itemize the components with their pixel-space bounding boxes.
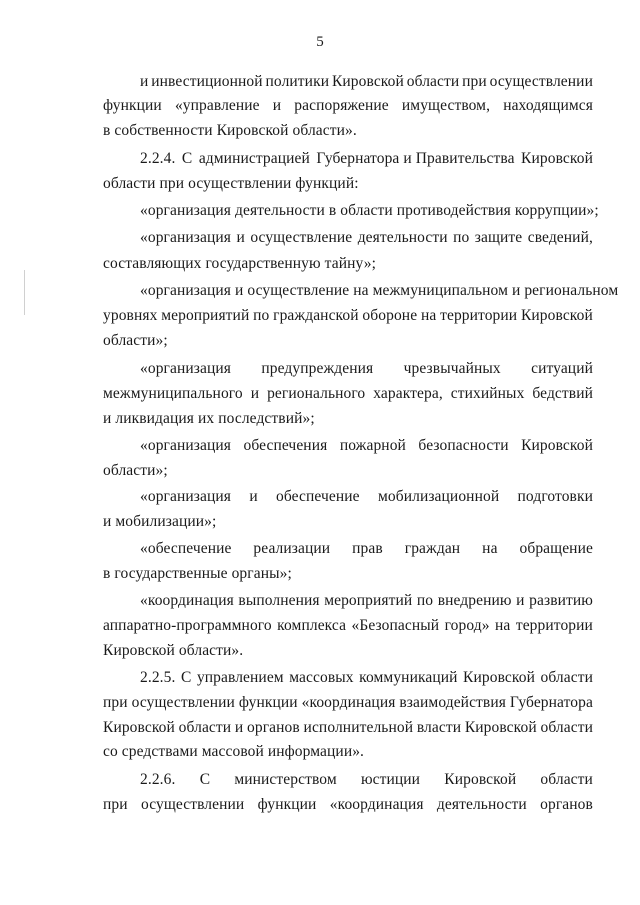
text-segment: Кировской <box>520 307 593 324</box>
text-segment: инвестиционной <box>151 73 263 90</box>
text-segment: пожарной <box>339 437 406 454</box>
text-segment: на <box>420 307 437 324</box>
text-segment: «Безопасный <box>351 617 440 634</box>
text-segment: и ликвидация их последствий»; <box>103 410 315 427</box>
text-line <box>140 769 593 791</box>
text-segment: Кировской <box>463 669 535 686</box>
text-segment: области <box>540 719 593 736</box>
text-segment: на <box>495 617 511 634</box>
text-segment: сведений, <box>527 229 593 246</box>
text-segment: и мобилизации»; <box>103 513 217 530</box>
text-segment: выполнения <box>238 592 320 609</box>
text-segment: политики <box>265 73 330 90</box>
text-segment: управлением <box>196 669 284 686</box>
text-line <box>103 615 593 637</box>
text-segment: межмуниципального <box>103 385 243 402</box>
text-segment: Кировской области». <box>103 642 244 659</box>
text-segment: безопасности <box>418 437 509 454</box>
text-line <box>103 640 243 662</box>
text-segment: Кировской <box>521 437 593 454</box>
text-segment: области»; <box>103 332 168 349</box>
text-segment: органов <box>247 719 300 736</box>
text-segment: находящимся <box>503 97 593 114</box>
text-segment: функции <box>257 796 317 813</box>
text-segment: развитию <box>529 592 593 609</box>
text-segment: защите <box>474 229 523 246</box>
text-segment: осуществление <box>250 229 353 246</box>
text-segment: и <box>250 385 260 402</box>
text-segment: на <box>482 540 498 557</box>
text-segment: «координация <box>301 694 396 711</box>
text-line <box>103 692 593 714</box>
text-segment: «организация <box>140 488 231 505</box>
text-segment: «организация <box>140 437 231 454</box>
text-segment: и <box>516 592 525 609</box>
text-line <box>103 120 357 142</box>
text-segment: «обеспечение <box>140 540 232 557</box>
text-line <box>140 590 593 612</box>
text-line <box>103 794 593 816</box>
text-segment: массовых <box>289 669 354 686</box>
text-segment: уровнях <box>103 307 158 324</box>
text-segment: внедрению <box>437 592 512 609</box>
text-segment: области»; <box>103 462 168 479</box>
text-line <box>140 486 593 508</box>
text-segment: и <box>140 73 149 90</box>
text-segment: бедствий <box>532 385 593 402</box>
text-segment: ситуаций <box>531 360 593 377</box>
text-segment: при <box>462 73 487 90</box>
text-segment: «организация <box>140 360 231 377</box>
text-segment: 2.2.4. <box>140 150 176 167</box>
text-line <box>103 408 315 430</box>
text-segment: власти <box>416 719 462 736</box>
text-segment: составляющих государственную тайну»; <box>103 255 377 272</box>
text-segment: и <box>249 488 258 505</box>
text-segment: мобилизационной <box>377 488 500 505</box>
text-segment: «координация <box>140 592 234 609</box>
text-segment: гражданской <box>273 307 359 324</box>
page-number: 5 <box>316 34 324 50</box>
text-segment: «организация деятельности в области противодействия коррупции»; <box>140 202 599 219</box>
text-line <box>103 330 168 352</box>
text-segment: Губернатора и Правительства <box>316 150 515 167</box>
text-segment: функции <box>103 97 162 114</box>
text-line <box>103 383 593 405</box>
text-segment: деятельности <box>357 229 448 246</box>
text-segment: «координация <box>329 796 424 813</box>
text-segment: обеспечения <box>243 437 328 454</box>
text-segment: Кировской <box>521 150 593 167</box>
text-segment: в собственности Кировской области». <box>103 122 357 139</box>
text-segment: Кировской <box>331 73 404 90</box>
text-segment: мероприятий <box>324 592 413 609</box>
text-segment: обращение <box>519 540 593 557</box>
text-segment: администрацией <box>198 150 310 167</box>
text-line <box>103 95 593 117</box>
text-line <box>103 717 593 739</box>
text-segment: комплекса <box>277 617 347 634</box>
text-segment: области <box>540 669 593 686</box>
text-segment: взаимодействия <box>399 694 506 711</box>
text-segment: аппаратно-программного <box>103 617 272 634</box>
text-segment: органов <box>540 796 593 813</box>
text-segment: характера, <box>373 385 443 402</box>
text-segment: С <box>181 150 193 167</box>
text-segment: функции <box>238 694 298 711</box>
text-segment: при <box>103 694 128 711</box>
text-segment: «организация <box>140 229 231 246</box>
text-segment: и <box>272 97 282 114</box>
text-line <box>103 253 376 275</box>
text-line <box>103 305 593 327</box>
text-segment: коммуникаций <box>359 669 458 686</box>
text-segment: министерством <box>234 771 337 788</box>
text-segment: исполнительной <box>303 719 414 736</box>
text-segment: Кировской <box>103 719 175 736</box>
text-segment: С <box>199 771 211 788</box>
text-segment: со средствами массовой информации». <box>103 743 365 760</box>
text-line <box>140 71 593 93</box>
text-segment: деятельности <box>436 796 527 813</box>
text-segment: подготовки <box>517 488 593 505</box>
text-segment: обороне <box>362 307 418 324</box>
text-line <box>140 280 618 302</box>
text-line <box>103 511 216 533</box>
text-segment: области <box>178 719 232 736</box>
text-segment: территории <box>515 617 593 634</box>
text-line <box>103 741 364 763</box>
text-segment: по <box>453 229 470 246</box>
text-segment: реализации <box>253 540 331 557</box>
text-segment: распоряжение <box>294 97 389 114</box>
text-segment: 2.2.5. <box>140 669 176 686</box>
text-line <box>140 538 593 560</box>
text-line <box>140 148 593 170</box>
text-segment: по <box>253 307 270 324</box>
text-segment: Кировской <box>444 771 517 788</box>
text-segment: юстиции <box>360 771 421 788</box>
text-segment: при <box>103 796 128 813</box>
text-segment: территории <box>440 307 518 324</box>
text-segment: 2.2.6. <box>140 771 176 788</box>
text-segment: предупреждения <box>261 360 374 377</box>
scan-margin-mark <box>24 270 25 315</box>
text-segment: в государственные органы»; <box>103 565 292 582</box>
text-segment: обеспечение <box>276 488 360 505</box>
text-segment: стихийных <box>450 385 525 402</box>
text-segment: и <box>236 229 245 246</box>
text-segment: мероприятий <box>161 307 250 324</box>
text-line <box>140 227 593 249</box>
text-line <box>103 563 292 585</box>
text-segment: по <box>416 592 434 609</box>
text-segment: С <box>180 669 192 686</box>
text-line <box>140 358 593 380</box>
text-line <box>140 667 593 689</box>
text-segment: осуществлении <box>131 694 235 711</box>
text-segment: области <box>406 73 460 90</box>
text-segment: области <box>540 771 593 788</box>
text-segment: Кировской <box>464 719 537 736</box>
text-segment: осуществлении <box>140 796 245 813</box>
text-line <box>140 435 593 457</box>
text-segment: «организация и осуществление на межмуниципальном и региональном <box>140 282 619 299</box>
text-segment: граждан <box>404 540 461 557</box>
text-segment: осуществлении <box>489 73 593 90</box>
text-segment: регионального <box>267 385 366 402</box>
text-segment: и <box>234 719 244 736</box>
text-segment: области при осуществлении функций: <box>103 175 359 192</box>
text-line <box>103 173 359 195</box>
text-segment: город» <box>444 617 490 634</box>
text-segment: чрезвычайных <box>403 360 501 377</box>
text-line <box>103 460 168 482</box>
text-segment: Губернатора <box>509 694 593 711</box>
text-segment: имуществом, <box>401 97 491 114</box>
text-segment: прав <box>352 540 383 557</box>
text-line <box>140 200 599 222</box>
text-segment: «управление <box>174 97 260 114</box>
